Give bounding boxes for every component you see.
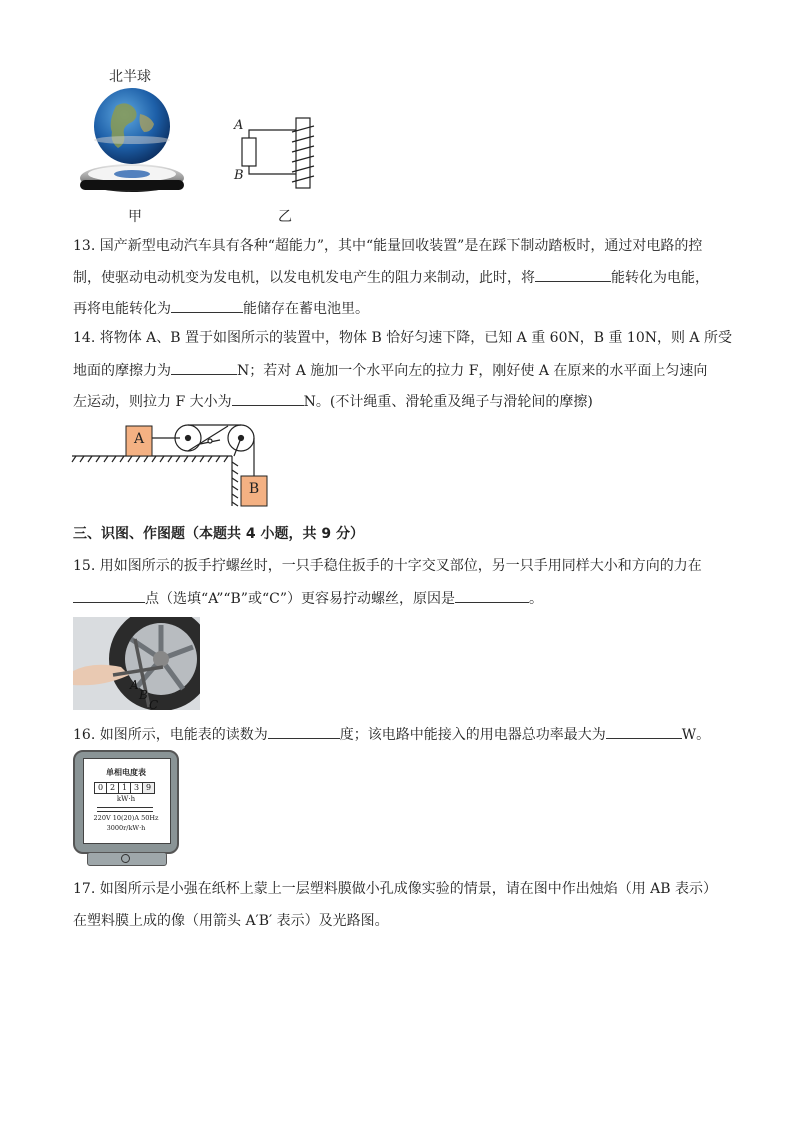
q15-line-2	[73, 588, 543, 609]
q14-text: 左运动，则拉力 F 大小为	[73, 394, 232, 410]
q17-line-1: 17. 如图所示是小强在纸杯上蒙上一层塑料膜做小孔成像实验的情景，请在图中作出烛焰（用 AB 表示）	[73, 881, 718, 897]
meter-digit: 3	[131, 782, 143, 794]
meter-disc-arrow	[97, 807, 153, 812]
q13-text: 再将电能转化为	[73, 301, 171, 317]
wrench-label-a: A	[130, 678, 139, 692]
answer-blank[interactable]	[171, 360, 237, 375]
answer-blank[interactable]	[535, 267, 611, 282]
q13-line-2	[73, 267, 709, 288]
caption-jia: 甲	[128, 209, 142, 225]
q14-text: N。(不计绳重、滑轮重及绳子与滑轮间的摩擦)	[303, 394, 593, 410]
block-b-label: B	[248, 481, 260, 497]
electricity-meter	[73, 750, 179, 854]
q15-line-1: 15. 用如图所示的扳手拧螺丝时，一只手稳住扳手的十字交叉部位，另一只手用同样大小和方向的力在	[73, 558, 702, 574]
q17-line-2: 在塑料膜上成的像（用箭头 A′B′ 表示）及光路图。	[73, 913, 389, 929]
q14-line-3	[73, 391, 593, 412]
meter-digits	[94, 782, 155, 794]
meter-terminal-icon	[121, 854, 130, 863]
meter-digit: 0	[94, 782, 107, 794]
meter-digit: 1	[119, 782, 131, 794]
q13-line-3	[73, 298, 369, 319]
q14-line-1: 14. 将物体 A、B 置于如图所示的装置中，物体 B 恰好匀速下降，已知 A 重 60N，B 重 10N，则 A 所受	[73, 330, 732, 346]
pulley-diagram	[70, 418, 280, 512]
answer-blank[interactable]	[232, 391, 304, 406]
answer-blank[interactable]	[268, 724, 340, 739]
coil-label-a: A	[234, 118, 244, 133]
meter-digit-decimal: 9	[143, 782, 155, 794]
q14-text: 地面的摩擦力为	[73, 363, 171, 379]
q16-text: 度；该电路中能接入的用电器总功率最大为	[339, 727, 606, 743]
globe-label: 北半球	[109, 69, 151, 85]
meter-digit: 2	[107, 782, 119, 794]
q14-line-2	[73, 360, 707, 381]
q13-text: 能储存在蓄电池里。	[243, 301, 369, 317]
answer-blank[interactable]	[73, 588, 145, 603]
answer-blank[interactable]	[455, 588, 529, 603]
wrench-tire-photo	[73, 617, 200, 710]
wrench-label-c: C	[149, 698, 159, 712]
answer-blank[interactable]	[606, 724, 682, 739]
q16-text: 16. 如图所示，电能表的读数为	[73, 727, 268, 743]
q13-line-1: 13. 国产新型电动汽车具有各种“超能力”，其中“能量回收装置”是在踩下制动踏板时，通过对电路的控	[73, 238, 703, 254]
caption-yi: 乙	[278, 209, 292, 225]
section-heading: 三、识图、作图题（本题共 4 小题，共 9 分）	[73, 526, 364, 542]
meter-unit: kW·h	[116, 795, 136, 803]
answer-blank[interactable]	[171, 298, 243, 313]
q15-text: 。	[529, 591, 543, 607]
meter-title: 单相电度表	[106, 768, 146, 777]
q15-text: 点（选填“A”“B”或“C”）更容易拧动螺丝，原因是	[145, 591, 455, 607]
meter-spec: 220V 10(20)A 50Hz	[93, 814, 159, 822]
coil-label-b: B	[234, 168, 244, 183]
q14-text: N；若对 A 施加一个水平向左的拉力 F，刚好使 A 在原来的水平面上匀速向	[237, 363, 708, 379]
meter-rate: 3000r/kW·h	[106, 824, 146, 832]
q16-line-1	[73, 724, 710, 745]
q13-text: 能转化为电能，	[611, 270, 709, 286]
q16-text: W。	[681, 727, 711, 743]
coil-circuit-diagram	[236, 112, 320, 192]
block-a-label: A	[133, 431, 145, 447]
q13-text: 制，使驱动电动机变为发电机，以发电机发电产生的阻力来制动，此时，将	[73, 270, 535, 286]
maglev-globe-image	[76, 84, 188, 196]
wrench-label-b: B	[139, 688, 148, 702]
